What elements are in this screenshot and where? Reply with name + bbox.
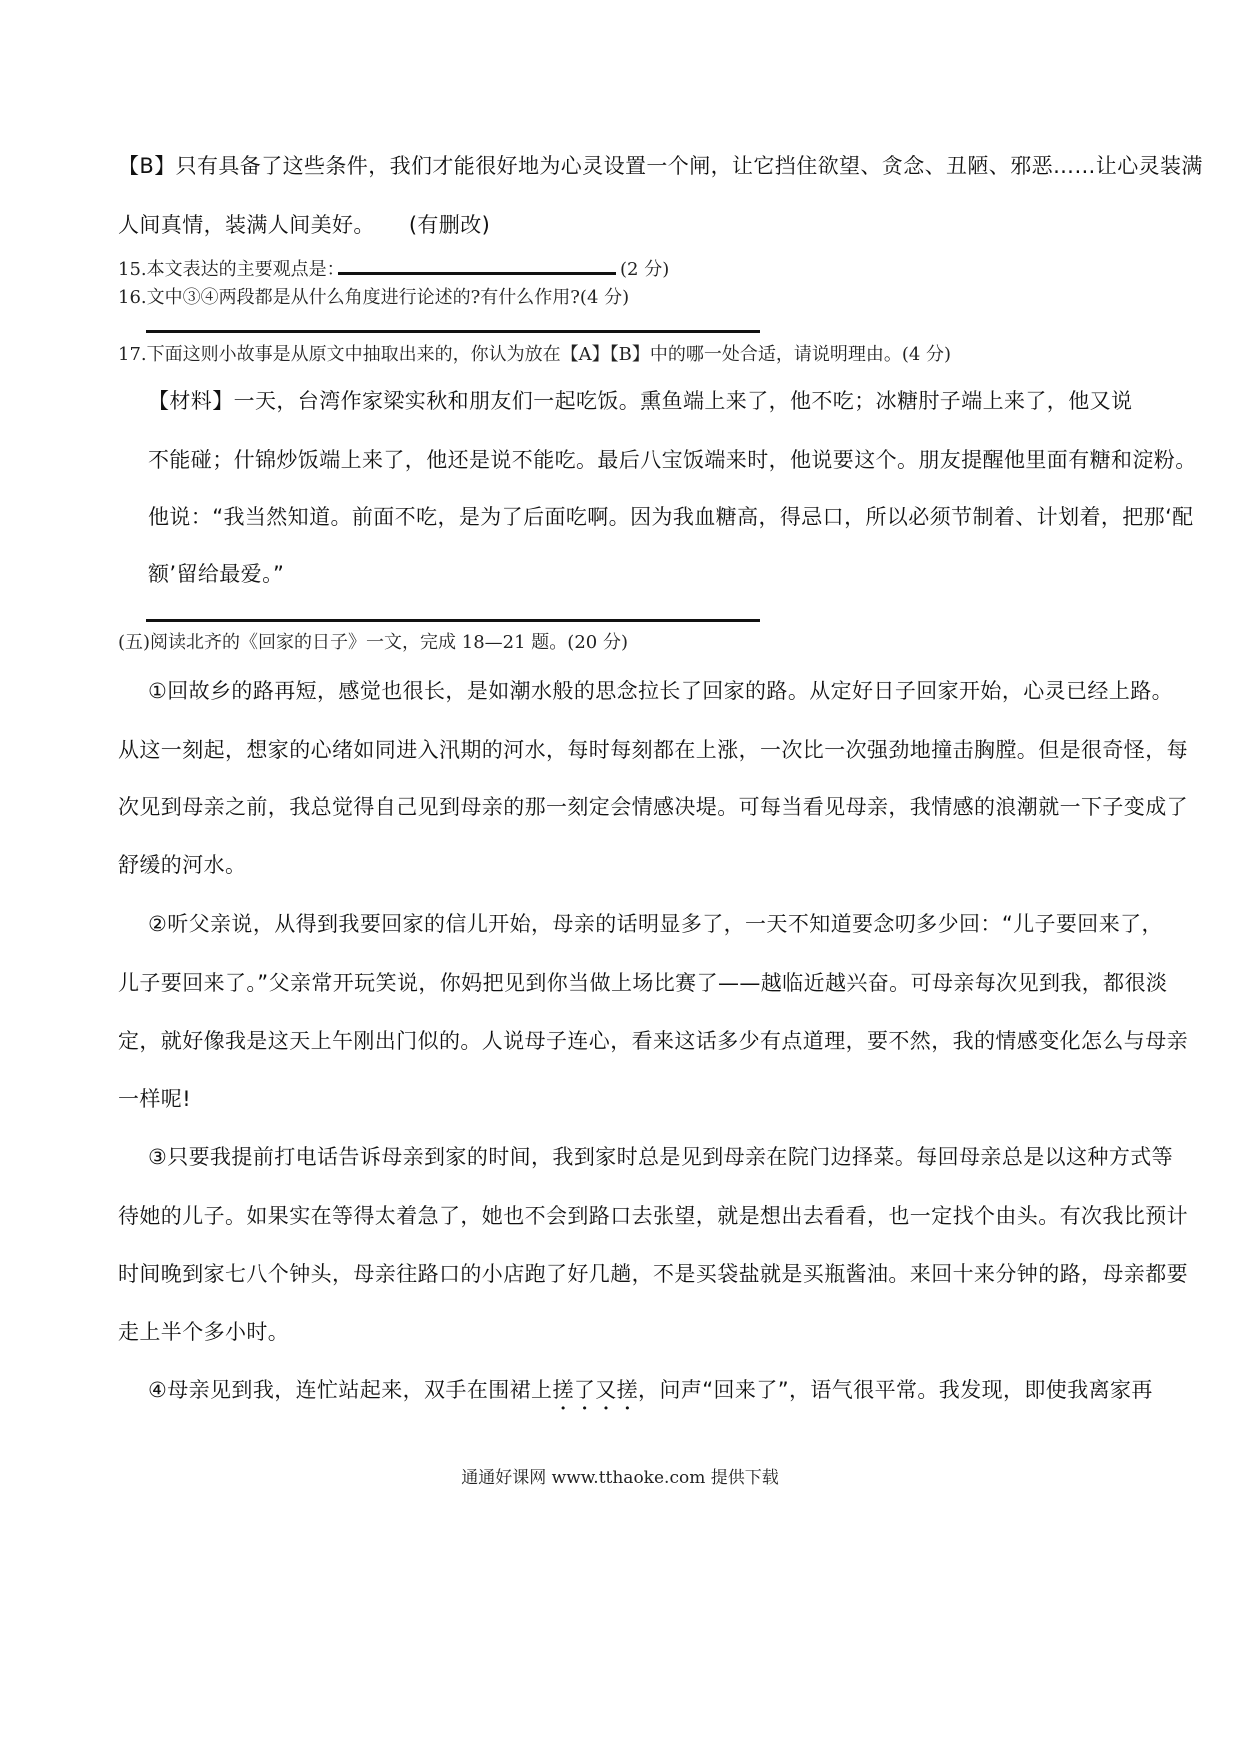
question-15-points: (2 分) xyxy=(620,259,670,280)
paragraph-4-end: ，问声“回来了”，语气很平常。我发现，即使我离家再 xyxy=(638,1378,1153,1402)
material-line-4: 额’留给最爱。” xyxy=(148,562,285,586)
passage-b-line-2 xyxy=(118,209,490,239)
paragraph-1-line-3: 次见到母亲之前，我总觉得自己见到母亲的那一刻定会情感决堤。可每当看见母亲，我情感的浪潮就一下子变成了 xyxy=(118,795,1188,819)
paragraph-1-line-2: 从这一刻起，想家的心绪如同进入汛期的河水，每时每刻都在上涨，一次比一次强劲地撞击胸膛。但是很奇怪，每 xyxy=(118,738,1188,762)
paragraph-2-line-4: 一样呢! xyxy=(118,1087,192,1111)
passage-b-line-1: 【B】只有具备了这些条件，我们才能很好地为心灵设置一个闸，让它挡住欲望、贪念、丑陋、邪恶……让心灵装满 xyxy=(118,154,1203,178)
paragraph-2-line-1: ②听父亲说，从得到我要回家的信儿开始，母亲的话明显多了，一天不知道要念叨多少回：“儿子要回来了， xyxy=(148,912,1163,936)
paragraph-3-line-3: 时间晚到家七八个钟头，母亲往路口的小店跑了好几趟，不是买袋盐就是买瓶酱油。来回十来分钟的路，母亲都要 xyxy=(118,1262,1188,1286)
paragraph-2-line-3: 定，就好像我是这天上午刚出门似的。人说母子连心，看来这话多少有点道理，要不然，我的情感变化怎么与母亲 xyxy=(118,1029,1188,1053)
material-line-3: 他说：“我当然知道。前面不吃，是为了后面吃啊。因为我血糖高，得忌口，所以必须节制着、计划着，把那‘配 xyxy=(148,505,1194,529)
paragraph-1-line-4: 舒缓的河水。 xyxy=(118,853,247,877)
paragraph-3-line-2: 待她的儿子。如果实在等得太着急了，她也不会到路口去张望，就是想出去看看，也一定找个由头。有次我比预计 xyxy=(118,1204,1188,1228)
section-5-heading: (五)阅读北齐的《回家的日子》一文，完成 18—21 题。(20 分) xyxy=(118,632,628,653)
question-15-prefix: 15.本文表达的主要观点是： xyxy=(118,259,345,280)
question-16: 16.文中③④两段都是从什么角度进行论述的?有什么作用?(4 分) xyxy=(118,287,630,308)
material-line-2: 不能碰；什锦炒饭端上来了，他还是说不能吃。最后八宝饭端来时，他说要这个。朋友提醒他里面有糖和淀粉。 xyxy=(148,448,1197,472)
emphasized-phrase: 搓了又搓 xyxy=(552,1378,639,1402)
edit-note: (有删改) xyxy=(408,213,491,237)
question-17: 17.下面这则小故事是从原文中抽取出来的，你认为放在【A】【B】中的哪一处合适，请说明理由。(4 分) xyxy=(118,344,952,365)
material-line-1: 【材料】一天，台湾作家梁实秋和朋友们一起吃饭。熏鱼端上来了，他不吃；冰糖肘子端上来了，他又说 xyxy=(148,389,1133,413)
answer-blank-q15 xyxy=(338,272,616,275)
paragraph-1-line-1: ①回故乡的路再短，感觉也很长，是如潮水般的思念拉长了回家的路。从定好日子回家开始，心灵已经上路。 xyxy=(148,679,1174,703)
paragraph-2-line-2: 儿子要回来了。”父亲常开玩笑说，你妈把见到你当做上场比赛了——越临近越兴奋。可母亲每次见到我，都很淡 xyxy=(118,971,1168,995)
answer-blank-q16 xyxy=(146,330,760,333)
answer-blank-q17 xyxy=(146,619,760,622)
page-footer: 通通好课网 www.tthaoke.com 提供下载 xyxy=(461,1468,779,1488)
paragraph-4-line-1 xyxy=(148,1374,1153,1415)
paragraph-3-line-1: ③只要我提前打电话告诉母亲到家的时间，我到家时总是见到母亲在院门边择菜。每回母亲总是以这种方式等 xyxy=(148,1145,1174,1169)
paragraph-3-line-4: 走上半个多小时。 xyxy=(118,1320,290,1344)
paragraph-4-start: ④母亲见到我，连忙站起来，双手在围裙上 xyxy=(148,1378,553,1402)
passage-b-line-2-text: 人间真情，装满人间美好。 xyxy=(118,213,375,237)
